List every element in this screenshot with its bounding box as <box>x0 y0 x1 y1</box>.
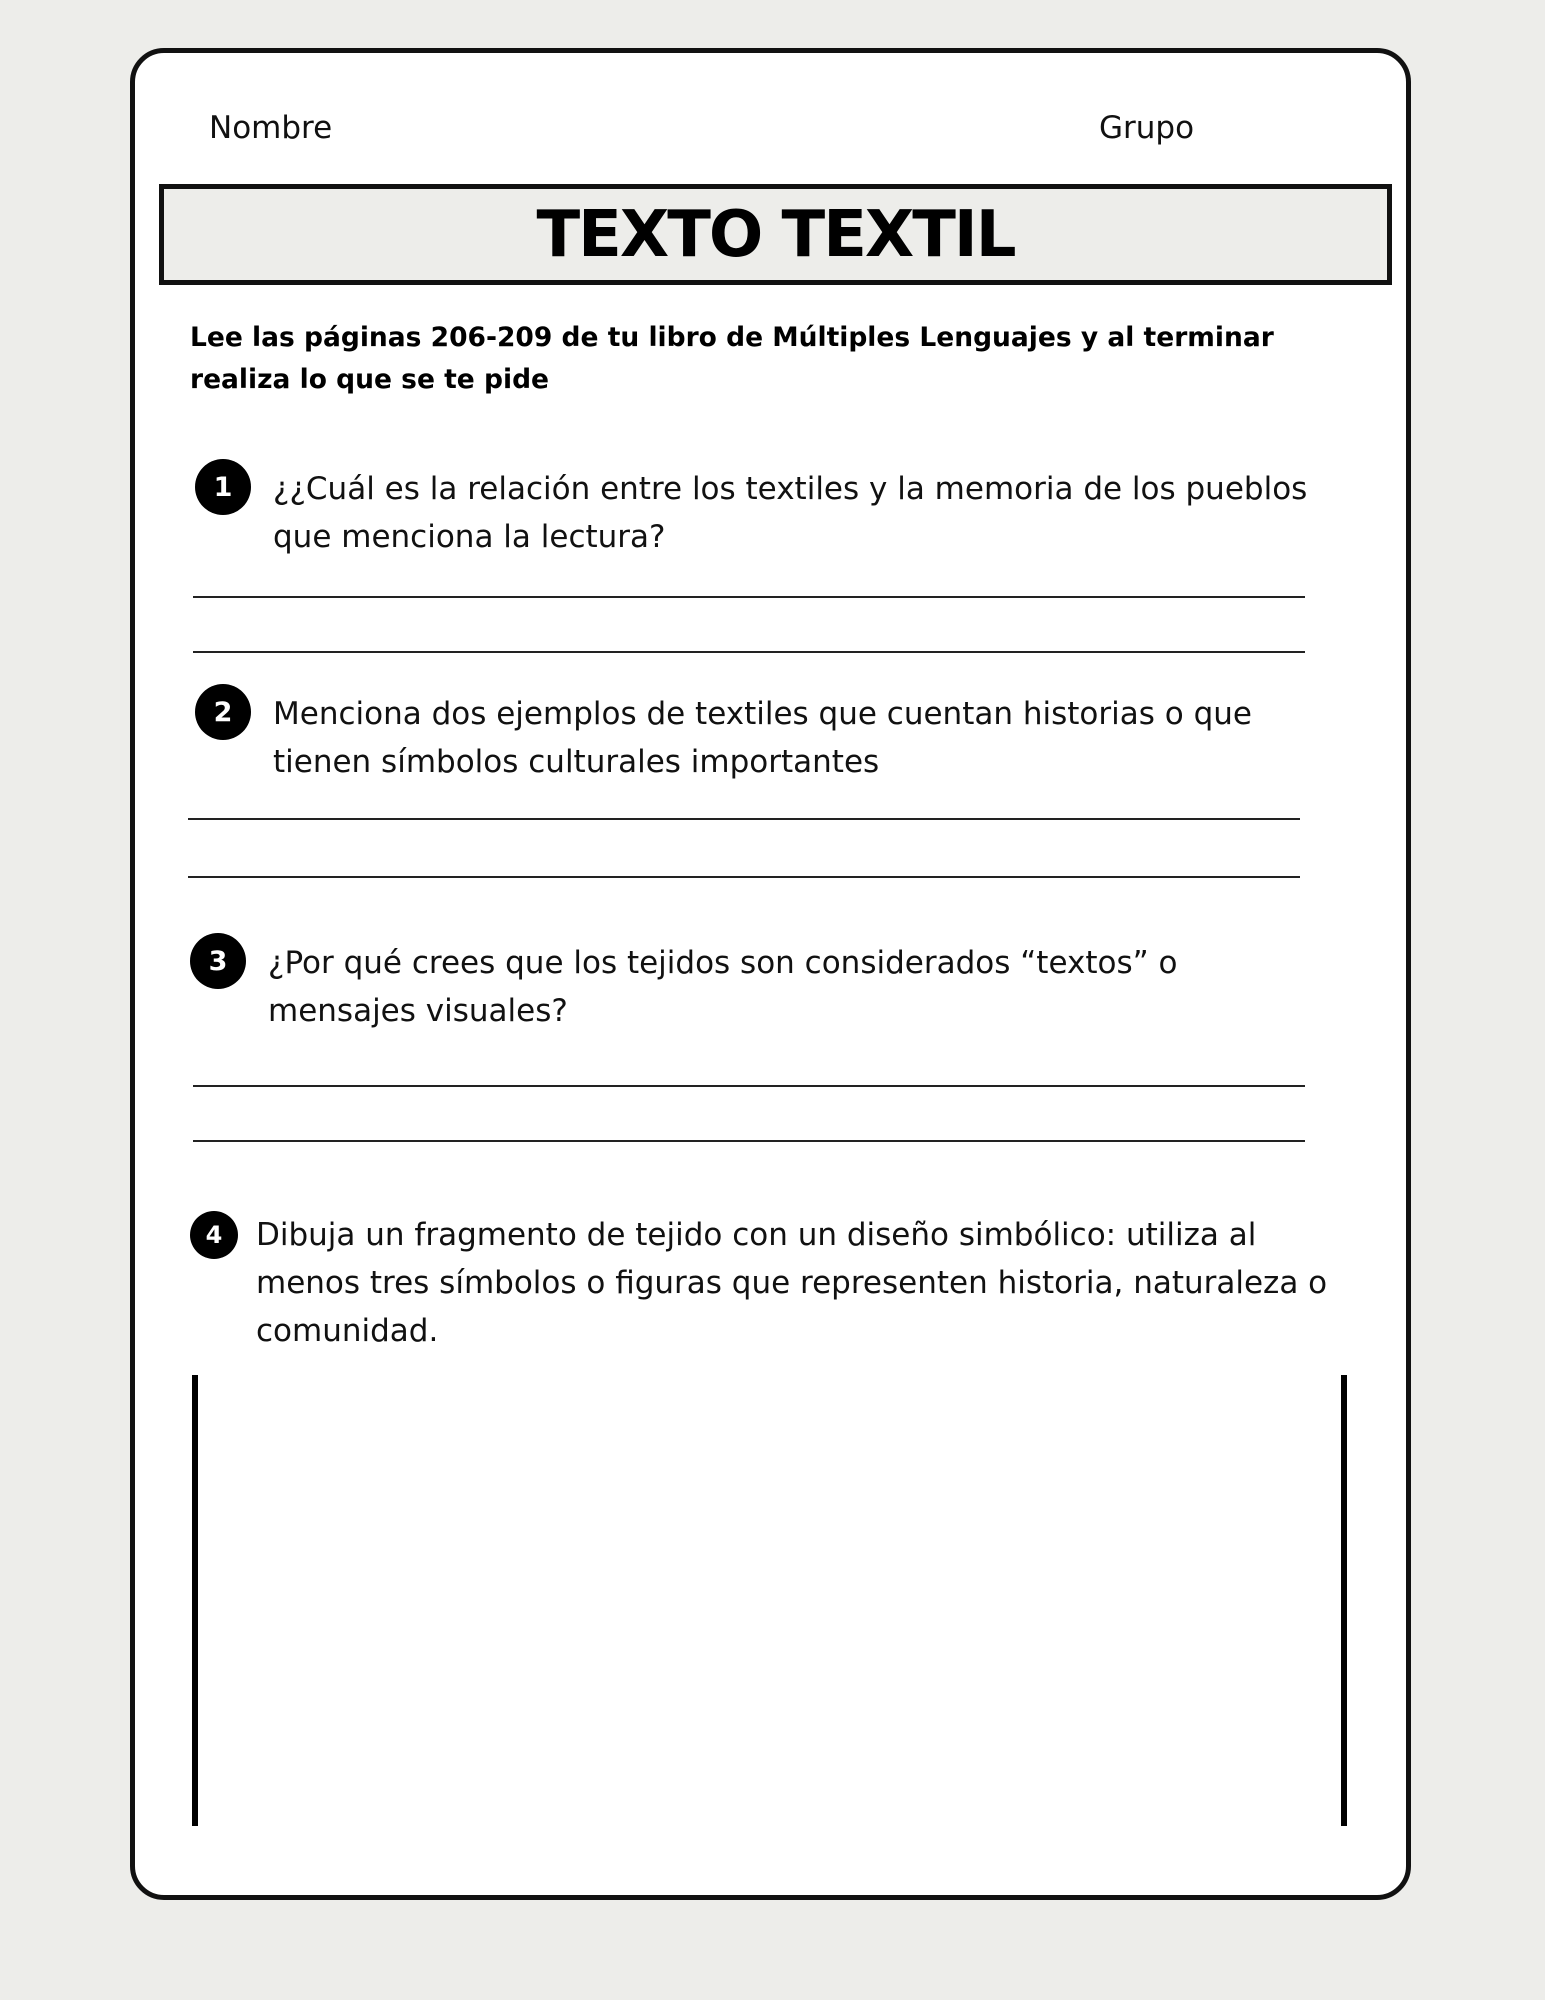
answer-line-3b[interactable] <box>193 1140 1305 1142</box>
answer-line-3a[interactable] <box>193 1085 1305 1087</box>
instructions-text: Lee las páginas 206-209 de tu libro de Múltiples Lenguajes y al terminar realiza lo que se te pide <box>190 322 1274 395</box>
question-number-badge: 2 <box>195 684 251 740</box>
drawing-area[interactable] <box>198 1375 1341 1826</box>
question-text: Menciona dos ejemplos de textiles que cuentan historias o que tienen símbolos culturales importantes <box>273 696 1252 780</box>
title-banner <box>159 184 1392 285</box>
group-label: Grupo <box>1099 110 1195 146</box>
question-1 <box>195 465 1345 561</box>
question-2 <box>195 690 1345 786</box>
page-title: TEXTO TEXTIL <box>536 197 1015 272</box>
question-text: ¿¿Cuál es la relación entre los textiles y la memoria de los pueblos que menciona la lectura? <box>273 471 1308 555</box>
question-text: ¿Por qué crees que los tejidos son considerados “textos” o mensajes visuales? <box>268 945 1178 1029</box>
question-number-badge: 1 <box>195 459 251 515</box>
question-number-badge: 4 <box>190 1211 238 1259</box>
question-4 <box>190 1211 1340 1355</box>
question-text: Dibuja un fragmento de tejido con un diseño simbólico: utiliza al menos tres símbolos o figuras que representen historia, naturaleza o comunidad. <box>256 1217 1328 1349</box>
answer-line-1b[interactable] <box>193 651 1305 653</box>
answer-line-2b[interactable] <box>188 876 1300 878</box>
question-3 <box>190 939 1190 1035</box>
worksheet-card <box>130 48 1411 1900</box>
drawing-area-right-border <box>1341 1375 1347 1826</box>
name-label: Nombre <box>209 110 333 146</box>
answer-line-1a[interactable] <box>193 596 1305 598</box>
question-number-badge: 3 <box>190 933 246 989</box>
answer-line-2a[interactable] <box>188 818 1300 820</box>
